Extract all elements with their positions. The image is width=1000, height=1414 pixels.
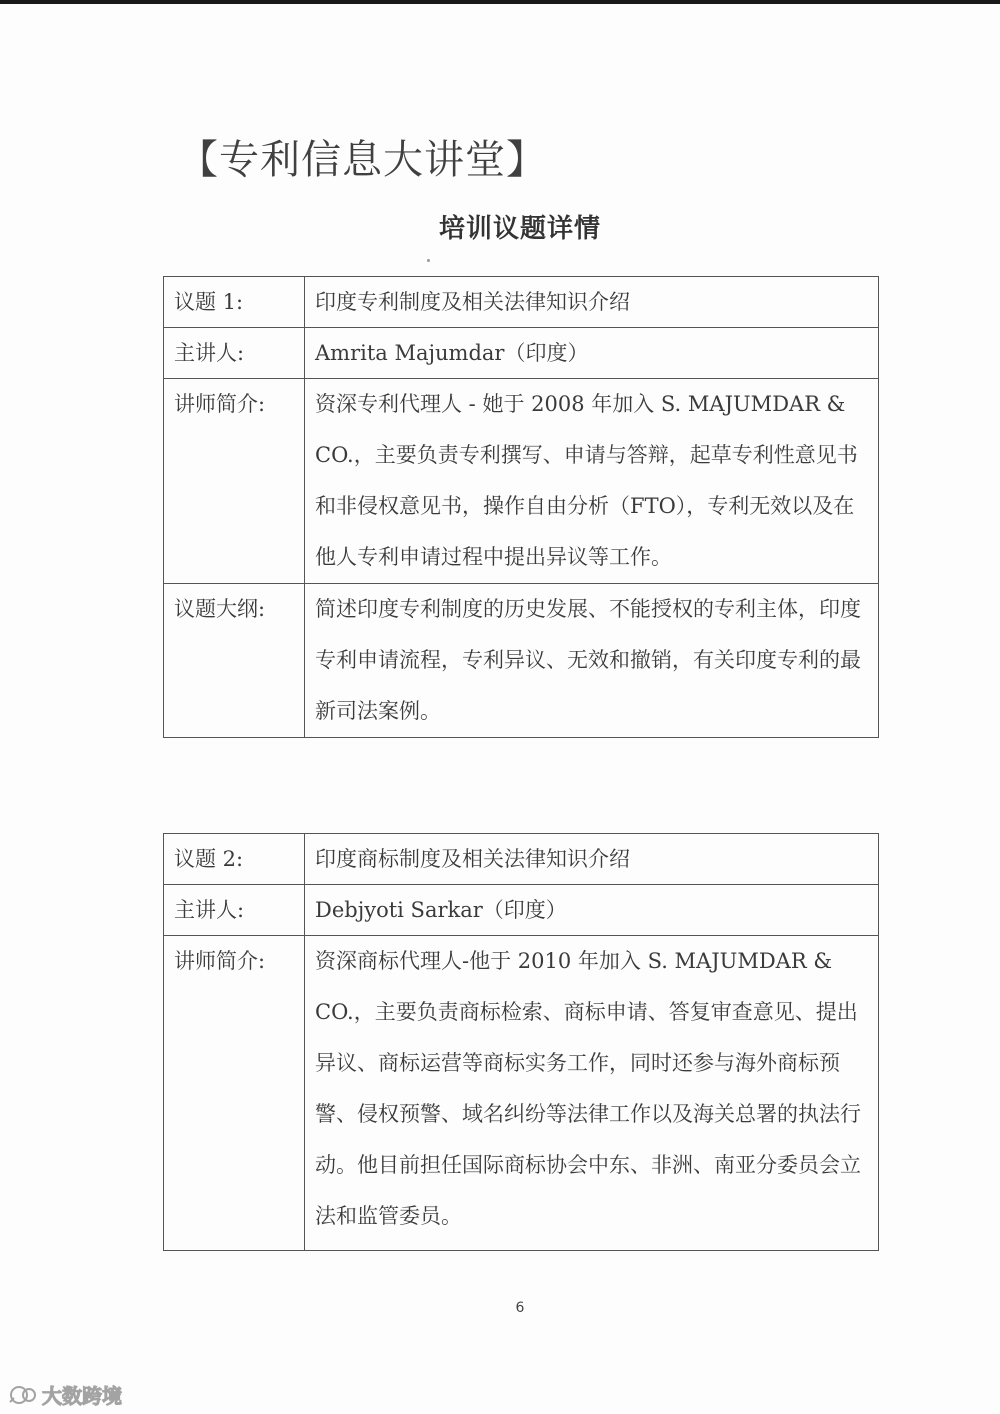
bio-value: 资深商标代理人-他于 2010 年加入 S. MAJUMDAR & CO.，主要负责商标检索、商标申请、答复审查意见、提出异议、商标运营等商标实务工作，同时还参与海外商标预警、侵权预警、域名纠纷等法律工作以及海关总署的执法行动。他目前担任国际商标协会中东、非洲、南亚分委员会立法和监管委员。 xyxy=(305,936,879,1251)
outline-label: 议题大纲: xyxy=(164,584,305,738)
topic-label: 议题 1: xyxy=(164,277,305,328)
outline-value: 简述印度专利制度的历史发展、不能授权的专利主体，印度专利申请流程，专利异议、无效和撤销，有关印度专利的最新司法案例。 xyxy=(305,584,879,738)
document-title: 培训议题详情 xyxy=(438,214,601,244)
topic-label: 议题 2: xyxy=(164,834,305,885)
table-row xyxy=(164,379,879,584)
table-row xyxy=(164,834,879,885)
speaker-label: 主讲人: xyxy=(164,885,305,936)
speaker-value: Debjyoti Sarkar（印度） xyxy=(305,885,879,936)
table-row xyxy=(164,936,879,1251)
speaker-label: 主讲人: xyxy=(164,328,305,379)
table-row xyxy=(164,584,879,738)
scan-speck xyxy=(427,259,430,262)
speaker-value: Amrita Majumdar（印度） xyxy=(305,328,879,379)
page-number: 6 xyxy=(515,1300,525,1316)
watermark-logo-icon xyxy=(8,1384,38,1406)
topic-value: 印度商标制度及相关法律知识介绍 xyxy=(305,834,879,885)
bio-label: 讲师简介: xyxy=(164,379,305,584)
table-row xyxy=(164,277,879,328)
bio-label: 讲师简介: xyxy=(164,936,305,1251)
bio-value: 资深专利代理人 - 她于 2008 年加入 S. MAJUMDAR & CO.，主要负责专利撰写、申请与答辩，起草专利性意见书和非侵权意见书，操作自由分析（FTO），专利无效以及在他人专利申请过程中提出异议等工作。 xyxy=(305,379,879,584)
table-row xyxy=(164,885,879,936)
watermark-text: 大数跨境 xyxy=(42,1384,122,1408)
scan-top-edge xyxy=(0,0,1000,4)
topic-value: 印度专利制度及相关法律知识介绍 xyxy=(305,277,879,328)
table-row xyxy=(164,328,879,379)
watermark xyxy=(8,1380,122,1409)
series-title: 【专利信息大讲堂】 xyxy=(178,137,547,183)
topic-1-table xyxy=(163,276,879,738)
topic-2-table xyxy=(163,833,879,1251)
